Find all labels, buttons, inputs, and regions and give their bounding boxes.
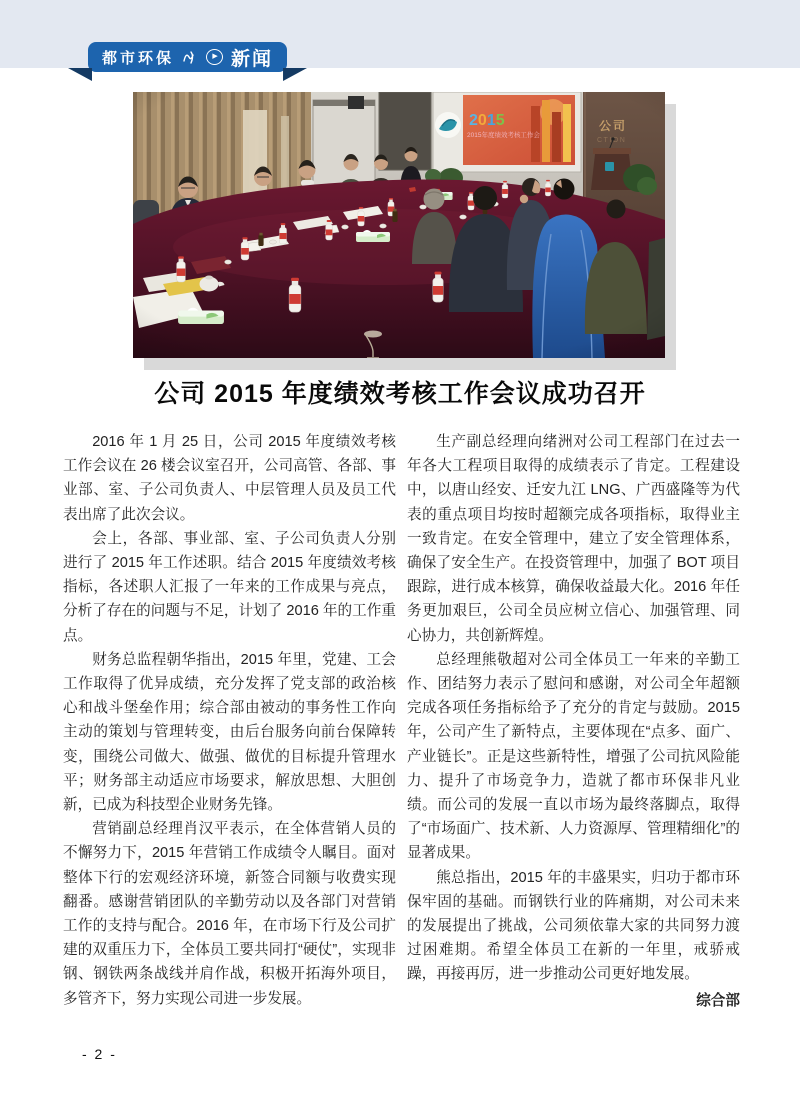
- brand-flourish-icon: [182, 49, 198, 65]
- article-body: [63, 430, 741, 1038]
- news-label: 新闻: [231, 48, 274, 70]
- article-column-right: [407, 430, 740, 1038]
- brand-name: 都市环保: [102, 49, 175, 67]
- play-icon: ▶: [206, 49, 223, 65]
- article-column-left: [63, 430, 396, 1038]
- ribbon-fold-right: [283, 68, 307, 81]
- photo-vignette: [133, 92, 665, 358]
- paragraph: 营销副总经理肖汉平表示，在全体营销人员的不懈努力下，2015 年营销工作成绩令人瞩目。面对整体下行的宏观经济环境，新签合同额与收费实现翻番。感谢营销团队的辛勤劳动以及各部门对营销工作的支持与配合。2016 年，在市场下行及公司扩建的双重压力下，全体员工要共同打“硬仗”，实现非钢、钢铁两条战线并肩作战，积极开拓海外项目，多管齐下，努力实现公司进一步发展。: [63, 821, 396, 1007]
- paragraph: 2016 年 1 月 25 日，公司 2015 年度绩效考核工作会议在 26 楼会议室召开，公司高管、各部、事业部、室、子公司负责人、中层管理人员及员工代表出席了此次会议。: [63, 434, 396, 523]
- paragraph: 生产副总经理向绪洲对公司工程部门在过去一年各大工程项目取得的成绩表示了肯定。工程建设中，以唐山经安、迁安九江 LNG、广西盛隆等为代表的重点项目均按时超额完成各项指标，取得业主一致肯定。在安全管理中，建立了安全管理体系，确保了安全生产。在投资管理中，加强了 BOT 项目跟踪，进行成本核算，确保收益最大化。2016 年任务更加艰巨，公司全员应树立信心、加强管理、同心协力，共创新辉煌。: [407, 434, 740, 644]
- masthead-ribbon: [88, 42, 287, 72]
- page-number: - 2 -: [82, 1046, 117, 1062]
- meeting-photo-illustration: [133, 92, 665, 358]
- paragraph: 财务总监程朝华指出，2015 年里，党建、工会工作取得了优异成绩，充分发挥了党支部的政治核心和战斗堡垒作用；综合部由被动的事务性工作向主动的策划与管理转变，由后台服务向前台保障转变，围绕公司做大、做强、做优的目标提升管理水平；财务部主动适应市场要求，解放思想、大胆创新，已成为科技型企业财务先锋。: [63, 651, 396, 814]
- ribbon-fold-left: [68, 68, 92, 81]
- paragraph: 总经理熊敬超对公司全体员工一年来的辛勤工作、团结努力表示了慰问和感谢，对公司全年超额完成各项任务指标给予了充分的肯定与鼓励。2015 年，公司产生了新特点，主要体现在“点多、面广、产业链长”。正是这些新特性，增强了公司抗风险能力、提升了市场竞争力，造就了都市环保非凡业绩。而公司的发展一直以市场为最终落脚点，取得了“市场面广、技术新、人力资源厚、管理精细化”的显著成果。: [407, 651, 740, 862]
- byline: 综合部: [696, 992, 740, 1009]
- article-title: 公司 2015 年度绩效考核工作会议成功召开: [154, 380, 646, 408]
- meeting-photo: [133, 92, 665, 358]
- paragraph: 会上，各部、事业部、室、子公司负责人分别进行了 2015 年工作述职。结合 2015 年度绩效考核指标，各述职人汇报了一年来的工作成果与亮点，分析了存在的问题与不足，计划了 2016 年的工作重点。: [63, 530, 396, 644]
- paragraph: 熊总指出，2015 年的丰盛果实，归功于都市环保牢固的基础。而钢铁行业的阵痛期，对公司未来的发展提出了挑战，公司须依靠大家的共同努力渡过困难期。希望全体员工在新的一年里，戒骄戒躁，再接再厉，进一步推动公司更好地发展。: [407, 869, 740, 983]
